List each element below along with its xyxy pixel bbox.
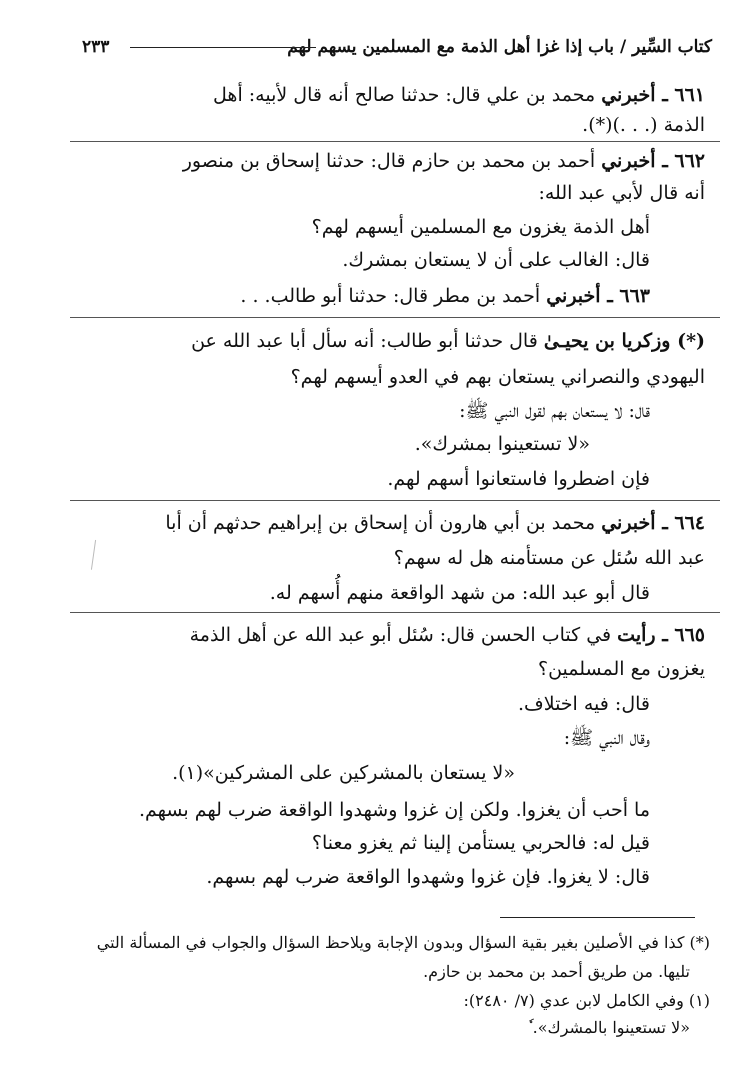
- entry-number: ٦٦٥ ـ: [655, 624, 705, 646]
- entry-661-line-1: [213, 82, 705, 108]
- entry-662-line-2: أنه قال لأبي عبد الله:: [538, 182, 705, 204]
- entry-664-line-1: [165, 510, 705, 536]
- footnote-rule: [500, 917, 695, 918]
- footnote-1: (١) وفي الكامل لابن عدي (٧/ ٢٤٨٠):: [463, 991, 710, 1010]
- entry-text: أحمد بن محمد بن حازم قال: حدثنا إسحاق بن منصور: [182, 150, 602, 172]
- entry-665-line-2: يغزون مع المسلمين؟: [538, 658, 705, 680]
- entry-text: أحمد بن مطر قال: حدثنا أبو طالب. . .: [240, 285, 547, 307]
- footnote-star-line-2: تليها. من طريق أحمد بن محمد بن حازم.: [423, 962, 690, 981]
- entry-lead-word: رأيت: [617, 624, 656, 646]
- entry-text: محمد بن علي قال: حدثنا صالح أنه قال لأبيه: أهل: [213, 84, 602, 106]
- entry-text: محمد بن أبي هارون أن إسحاق بن إبراهيم حدثهم أن أبا: [165, 512, 602, 534]
- entry-number: ٦٦٣ ـ: [600, 285, 650, 307]
- entry-664-answer: قال أبو عبد الله: من شهد الواقعة منهم أُسهم له.: [269, 582, 650, 604]
- entry-662-question: أهل الذمة يغزون مع المسلمين أيسهم لهم؟: [311, 216, 650, 238]
- entry-lead-word: أخبرني: [601, 150, 656, 172]
- footnote-star-line-1: (*) كذا في الأصلين بغير بقية السؤال وبدون الإجابة ويلاحظ السؤال والجواب في المسألة التي: [96, 933, 710, 952]
- entry-separator: [70, 141, 720, 142]
- entry-number: (*): [670, 330, 705, 352]
- entry-star-line-1: [191, 328, 705, 354]
- running-header-title: كتاب السِّير / باب إذا غزا أهل الذمة مع المسلمين يسهم لهم: [287, 37, 712, 57]
- entry-text: قال حدثنا أبو طالب: أنه سأل أبا عبد الله عن: [191, 330, 544, 352]
- entry-number: ٦٦١ ـ: [655, 84, 705, 106]
- entry-number: ٦٦٢ ـ: [655, 150, 705, 172]
- entry-lead-word: أخبرني: [601, 512, 656, 534]
- entry-lead-word: وزكريا بن يحيـىٰ: [543, 330, 671, 352]
- entry-665-opinion: ما أحب أن يغزوا. ولكن إن غزوا وشهدوا الواقعة ضرب لهم بسهم.: [138, 799, 650, 821]
- entry-star-conclusion: فإن اضطروا فاستعانوا أسهم لهم.: [387, 468, 650, 490]
- entry-separator: [70, 500, 720, 501]
- entry-lead-word: أخبرني: [601, 84, 656, 106]
- entry-separator: [70, 317, 720, 318]
- header-rule: [130, 47, 316, 48]
- entry-665-question: قيل له: فالحربي يستأمن إلينا ثم يغزو معنا؟: [311, 832, 650, 854]
- entry-663-line-1: [240, 283, 650, 309]
- entry-662-answer: قال: الغالب على أن لا يستعان بمشرك.: [342, 249, 650, 271]
- entry-665-prophet-said: وقال النبي ﷺ:: [563, 727, 650, 749]
- footnote-1-quote: «لا تستعينوا بالمشرك». ٗ: [527, 1018, 690, 1037]
- page-number: ٢٣٣: [82, 37, 110, 57]
- entry-star-hadith: «لا تستعينوا بمشرك».: [414, 433, 590, 455]
- entry-661-line-2: الذمة (. . .)(*).: [582, 114, 705, 136]
- entry-star-answer: قال: لا يستعان بهم لقول النبي ﷺ:: [459, 400, 650, 422]
- entry-665-answer: قال: فيه اختلاف.: [518, 693, 650, 715]
- entry-star-line-2: اليهودي والنصراني يستعان بهم في العدو أيسهم لهم؟: [290, 366, 705, 388]
- entry-text: في كتاب الحسن قال: سُئل أبو عبد الله عن أهل الذمة: [189, 624, 618, 646]
- entry-665-line-1: [190, 622, 705, 648]
- entry-665-final-answer: قال: لا يغزوا. فإن غزوا وشهدوا الواقعة ضرب لهم بسهم.: [206, 866, 650, 888]
- entry-separator: [70, 612, 720, 613]
- entry-number: ٦٦٤ ـ: [655, 512, 705, 534]
- entry-lead-word: أخبرني: [546, 285, 601, 307]
- entry-664-line-2: عبد الله سُئل عن مستأمنه هل له سهم؟: [393, 547, 705, 569]
- entry-665-hadith: «لا يستعان بالمشركين على المشركين»(١).: [172, 762, 515, 784]
- entry-662-line-1: [183, 148, 705, 174]
- margin-pencil-mark: [91, 540, 98, 570]
